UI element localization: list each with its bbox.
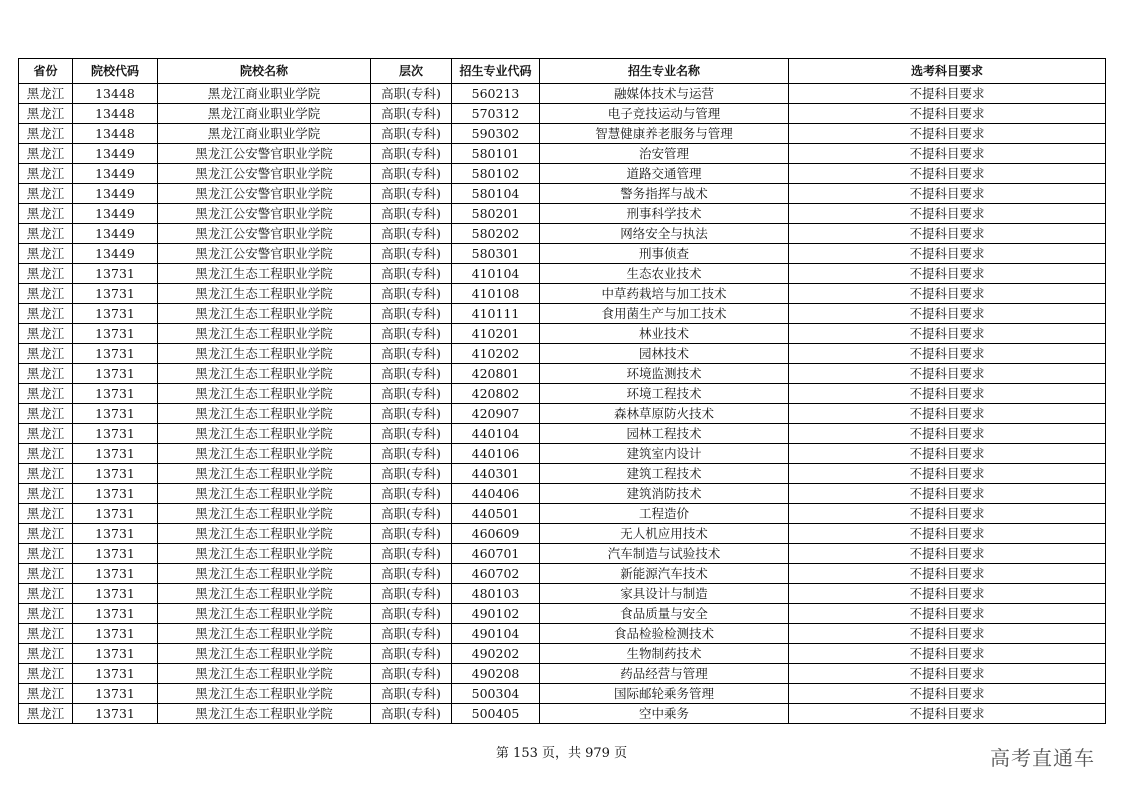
- table-row: [19, 604, 1106, 624]
- watermark-logo: 高考直通车: [990, 746, 1095, 770]
- cell-major-code: 490208: [452, 664, 540, 684]
- table-row: [19, 464, 1106, 484]
- cell-subject-requirement: 不提科目要求: [789, 384, 1106, 404]
- cell-province: 黑龙江: [19, 684, 73, 704]
- cell-major-code: 490104: [452, 624, 540, 644]
- cell-major-code: 580101: [452, 144, 540, 164]
- cell-major-code: 580104: [452, 184, 540, 204]
- cell-major-name: 刑事侦查: [540, 244, 789, 264]
- table-row: [19, 104, 1106, 124]
- cell-school-name: 黑龙江商业职业学院: [158, 124, 371, 144]
- table-row: [19, 684, 1106, 704]
- cell-school-code: 13731: [73, 544, 158, 564]
- cell-major-code: 440104: [452, 424, 540, 444]
- cell-major-name: 家具设计与制造: [540, 584, 789, 604]
- table-row: [19, 164, 1106, 184]
- cell-province: 黑龙江: [19, 584, 73, 604]
- cell-school-name: 黑龙江生态工程职业学院: [158, 444, 371, 464]
- table-row: [19, 144, 1106, 164]
- table-row: [19, 244, 1106, 264]
- cell-major-code: 460701: [452, 544, 540, 564]
- cell-major-code: 490202: [452, 644, 540, 664]
- cell-level: 高职(专科): [371, 184, 452, 204]
- cell-major-name: 食品质量与安全: [540, 604, 789, 624]
- table-body: [19, 84, 1106, 724]
- cell-school-code: 13731: [73, 444, 158, 464]
- table-row: [19, 84, 1106, 104]
- cell-major-name: 电子竞技运动与管理: [540, 104, 789, 124]
- cell-major-code: 590302: [452, 124, 540, 144]
- cell-level: 高职(专科): [371, 84, 452, 104]
- cell-province: 黑龙江: [19, 364, 73, 384]
- cell-school-code: 13731: [73, 384, 158, 404]
- cell-major-name: 生态农业技术: [540, 264, 789, 284]
- column-header-level: 层次: [371, 59, 452, 84]
- cell-subject-requirement: 不提科目要求: [789, 84, 1106, 104]
- cell-subject-requirement: 不提科目要求: [789, 304, 1106, 324]
- cell-subject-requirement: 不提科目要求: [789, 424, 1106, 444]
- cell-major-code: 580202: [452, 224, 540, 244]
- cell-school-code: 13448: [73, 124, 158, 144]
- cell-subject-requirement: 不提科目要求: [789, 464, 1106, 484]
- cell-level: 高职(专科): [371, 204, 452, 224]
- cell-school-name: 黑龙江生态工程职业学院: [158, 264, 371, 284]
- cell-level: 高职(专科): [371, 464, 452, 484]
- cell-subject-requirement: 不提科目要求: [789, 364, 1106, 384]
- cell-major-code: 570312: [452, 104, 540, 124]
- cell-school-code: 13731: [73, 604, 158, 624]
- cell-province: 黑龙江: [19, 144, 73, 164]
- cell-province: 黑龙江: [19, 384, 73, 404]
- table-row: [19, 404, 1106, 424]
- table-row: [19, 224, 1106, 244]
- cell-major-code: 440301: [452, 464, 540, 484]
- cell-school-code: 13731: [73, 284, 158, 304]
- cell-level: 高职(专科): [371, 444, 452, 464]
- table-row: [19, 484, 1106, 504]
- cell-subject-requirement: 不提科目要求: [789, 124, 1106, 144]
- cell-school-code: 13449: [73, 244, 158, 264]
- cell-school-name: 黑龙江生态工程职业学院: [158, 644, 371, 664]
- cell-major-code: 410201: [452, 324, 540, 344]
- cell-school-name: 黑龙江生态工程职业学院: [158, 564, 371, 584]
- cell-major-name: 中草药栽培与加工技术: [540, 284, 789, 304]
- cell-level: 高职(专科): [371, 424, 452, 444]
- table-row: [19, 524, 1106, 544]
- cell-major-code: 440406: [452, 484, 540, 504]
- cell-subject-requirement: 不提科目要求: [789, 584, 1106, 604]
- cell-level: 高职(专科): [371, 484, 452, 504]
- cell-major-name: 园林工程技术: [540, 424, 789, 444]
- cell-province: 黑龙江: [19, 484, 73, 504]
- cell-major-code: 410108: [452, 284, 540, 304]
- cell-school-code: 13448: [73, 104, 158, 124]
- cell-subject-requirement: 不提科目要求: [789, 444, 1106, 464]
- cell-major-name: 食用菌生产与加工技术: [540, 304, 789, 324]
- cell-major-code: 480103: [452, 584, 540, 604]
- table-row: [19, 204, 1106, 224]
- cell-school-code: 13731: [73, 664, 158, 684]
- cell-major-name: 建筑工程技术: [540, 464, 789, 484]
- cell-school-code: 13731: [73, 624, 158, 644]
- cell-level: 高职(专科): [371, 644, 452, 664]
- cell-school-code: 13449: [73, 204, 158, 224]
- cell-school-code: 13448: [73, 84, 158, 104]
- cell-level: 高职(专科): [371, 384, 452, 404]
- cell-school-name: 黑龙江生态工程职业学院: [158, 604, 371, 624]
- cell-province: 黑龙江: [19, 104, 73, 124]
- cell-school-code: 13731: [73, 484, 158, 504]
- cell-province: 黑龙江: [19, 444, 73, 464]
- cell-subject-requirement: 不提科目要求: [789, 344, 1106, 364]
- cell-school-name: 黑龙江生态工程职业学院: [158, 684, 371, 704]
- cell-level: 高职(专科): [371, 504, 452, 524]
- cell-school-name: 黑龙江公安警官职业学院: [158, 224, 371, 244]
- cell-level: 高职(专科): [371, 664, 452, 684]
- cell-province: 黑龙江: [19, 244, 73, 264]
- column-header-school-code: 院校代码: [73, 59, 158, 84]
- table-row: [19, 504, 1106, 524]
- cell-subject-requirement: 不提科目要求: [789, 184, 1106, 204]
- column-header-province: 省份: [19, 59, 73, 84]
- cell-school-code: 13731: [73, 644, 158, 664]
- cell-school-code: 13731: [73, 404, 158, 424]
- cell-subject-requirement: 不提科目要求: [789, 504, 1106, 524]
- cell-province: 黑龙江: [19, 704, 73, 724]
- cell-school-name: 黑龙江生态工程职业学院: [158, 324, 371, 344]
- cell-level: 高职(专科): [371, 584, 452, 604]
- cell-subject-requirement: 不提科目要求: [789, 164, 1106, 184]
- cell-major-name: 新能源汽车技术: [540, 564, 789, 584]
- cell-school-name: 黑龙江生态工程职业学院: [158, 524, 371, 544]
- cell-province: 黑龙江: [19, 604, 73, 624]
- cell-major-name: 环境监测技术: [540, 364, 789, 384]
- table-row: [19, 324, 1106, 344]
- cell-school-code: 13731: [73, 684, 158, 704]
- table-row: [19, 664, 1106, 684]
- cell-province: 黑龙江: [19, 624, 73, 644]
- cell-level: 高职(专科): [371, 264, 452, 284]
- cell-subject-requirement: 不提科目要求: [789, 524, 1106, 544]
- page-number: 第 153 页，共 979 页: [495, 746, 628, 761]
- cell-province: 黑龙江: [19, 344, 73, 364]
- cell-major-code: 580201: [452, 204, 540, 224]
- cell-school-name: 黑龙江生态工程职业学院: [158, 464, 371, 484]
- cell-province: 黑龙江: [19, 664, 73, 684]
- cell-level: 高职(专科): [371, 404, 452, 424]
- column-header-subject-requirement: 选考科目要求: [789, 59, 1106, 84]
- cell-school-name: 黑龙江生态工程职业学院: [158, 504, 371, 524]
- cell-school-name: 黑龙江公安警官职业学院: [158, 144, 371, 164]
- cell-province: 黑龙江: [19, 84, 73, 104]
- cell-level: 高职(专科): [371, 624, 452, 644]
- cell-major-code: 410111: [452, 304, 540, 324]
- cell-school-name: 黑龙江生态工程职业学院: [158, 344, 371, 364]
- table-row: [19, 544, 1106, 564]
- cell-major-code: 420907: [452, 404, 540, 424]
- cell-school-code: 13731: [73, 364, 158, 384]
- cell-province: 黑龙江: [19, 524, 73, 544]
- cell-subject-requirement: 不提科目要求: [789, 244, 1106, 264]
- cell-province: 黑龙江: [19, 224, 73, 244]
- cell-major-name: 警务指挥与战术: [540, 184, 789, 204]
- cell-major-name: 治安管理: [540, 144, 789, 164]
- cell-province: 黑龙江: [19, 124, 73, 144]
- cell-subject-requirement: 不提科目要求: [789, 324, 1106, 344]
- cell-major-name: 环境工程技术: [540, 384, 789, 404]
- table-row: [19, 584, 1106, 604]
- cell-school-name: 黑龙江生态工程职业学院: [158, 624, 371, 644]
- cell-subject-requirement: 不提科目要求: [789, 264, 1106, 284]
- cell-major-name: 融媒体技术与运营: [540, 84, 789, 104]
- cell-school-name: 黑龙江生态工程职业学院: [158, 404, 371, 424]
- cell-subject-requirement: 不提科目要求: [789, 604, 1106, 624]
- cell-school-code: 13449: [73, 164, 158, 184]
- cell-province: 黑龙江: [19, 464, 73, 484]
- table-row: [19, 704, 1106, 724]
- cell-school-name: 黑龙江生态工程职业学院: [158, 304, 371, 324]
- cell-school-code: 13731: [73, 344, 158, 364]
- cell-level: 高职(专科): [371, 224, 452, 244]
- cell-school-name: 黑龙江生态工程职业学院: [158, 584, 371, 604]
- cell-school-name: 黑龙江公安警官职业学院: [158, 204, 371, 224]
- cell-major-code: 420802: [452, 384, 540, 404]
- cell-school-code: 13731: [73, 504, 158, 524]
- cell-school-name: 黑龙江生态工程职业学院: [158, 284, 371, 304]
- cell-school-code: 13731: [73, 324, 158, 344]
- cell-school-name: 黑龙江生态工程职业学院: [158, 484, 371, 504]
- cell-level: 高职(专科): [371, 684, 452, 704]
- cell-subject-requirement: 不提科目要求: [789, 404, 1106, 424]
- cell-subject-requirement: 不提科目要求: [789, 564, 1106, 584]
- cell-subject-requirement: 不提科目要求: [789, 484, 1106, 504]
- cell-province: 黑龙江: [19, 504, 73, 524]
- cell-school-code: 13449: [73, 144, 158, 164]
- cell-level: 高职(专科): [371, 164, 452, 184]
- cell-province: 黑龙江: [19, 424, 73, 444]
- cell-major-name: 药品经营与管理: [540, 664, 789, 684]
- column-header-school-name: 院校名称: [158, 59, 371, 84]
- cell-school-code: 13731: [73, 264, 158, 284]
- cell-subject-requirement: 不提科目要求: [789, 644, 1106, 664]
- admissions-table: [18, 58, 1106, 724]
- cell-level: 高职(专科): [371, 704, 452, 724]
- cell-major-name: 无人机应用技术: [540, 524, 789, 544]
- cell-level: 高职(专科): [371, 284, 452, 304]
- cell-school-code: 13731: [73, 564, 158, 584]
- cell-major-name: 汽车制造与试验技术: [540, 544, 789, 564]
- cell-subject-requirement: 不提科目要求: [789, 704, 1106, 724]
- cell-school-name: 黑龙江公安警官职业学院: [158, 184, 371, 204]
- cell-major-code: 500304: [452, 684, 540, 704]
- cell-province: 黑龙江: [19, 544, 73, 564]
- cell-school-code: 13731: [73, 464, 158, 484]
- cell-school-name: 黑龙江公安警官职业学院: [158, 164, 371, 184]
- cell-level: 高职(专科): [371, 124, 452, 144]
- cell-school-code: 13731: [73, 704, 158, 724]
- cell-level: 高职(专科): [371, 144, 452, 164]
- cell-province: 黑龙江: [19, 324, 73, 344]
- cell-school-code: 13449: [73, 224, 158, 244]
- cell-major-name: 食品检验检测技术: [540, 624, 789, 644]
- table-row: [19, 444, 1106, 464]
- cell-subject-requirement: 不提科目要求: [789, 204, 1106, 224]
- cell-school-name: 黑龙江生态工程职业学院: [158, 704, 371, 724]
- cell-school-name: 黑龙江公安警官职业学院: [158, 244, 371, 264]
- cell-major-name: 工程造价: [540, 504, 789, 524]
- cell-province: 黑龙江: [19, 404, 73, 424]
- column-header-major-code: 招生专业代码: [452, 59, 540, 84]
- table-row: [19, 264, 1106, 284]
- cell-subject-requirement: 不提科目要求: [789, 284, 1106, 304]
- cell-major-name: 国际邮轮乘务管理: [540, 684, 789, 704]
- cell-level: 高职(专科): [371, 304, 452, 324]
- table-row: [19, 564, 1106, 584]
- cell-major-code: 460702: [452, 564, 540, 584]
- table-header-row: [19, 59, 1106, 84]
- cell-major-code: 490102: [452, 604, 540, 624]
- cell-major-code: 420801: [452, 364, 540, 384]
- cell-province: 黑龙江: [19, 264, 73, 284]
- cell-level: 高职(专科): [371, 524, 452, 544]
- cell-major-name: 空中乘务: [540, 704, 789, 724]
- cell-subject-requirement: 不提科目要求: [789, 664, 1106, 684]
- table-row: [19, 284, 1106, 304]
- cell-major-code: 440106: [452, 444, 540, 464]
- cell-level: 高职(专科): [371, 564, 452, 584]
- cell-level: 高职(专科): [371, 344, 452, 364]
- cell-school-name: 黑龙江商业职业学院: [158, 84, 371, 104]
- cell-major-name: 网络安全与执法: [540, 224, 789, 244]
- cell-school-name: 黑龙江商业职业学院: [158, 104, 371, 124]
- cell-level: 高职(专科): [371, 604, 452, 624]
- cell-major-name: 园林技术: [540, 344, 789, 364]
- table-row: [19, 644, 1106, 664]
- cell-major-code: 560213: [452, 84, 540, 104]
- cell-province: 黑龙江: [19, 284, 73, 304]
- cell-major-name: 建筑消防技术: [540, 484, 789, 504]
- cell-subject-requirement: 不提科目要求: [789, 144, 1106, 164]
- table-row: [19, 124, 1106, 144]
- cell-school-code: 13731: [73, 524, 158, 544]
- cell-province: 黑龙江: [19, 204, 73, 224]
- cell-major-code: 440501: [452, 504, 540, 524]
- cell-school-name: 黑龙江生态工程职业学院: [158, 664, 371, 684]
- cell-major-name: 林业技术: [540, 324, 789, 344]
- cell-major-code: 410104: [452, 264, 540, 284]
- table-row: [19, 344, 1106, 364]
- cell-subject-requirement: 不提科目要求: [789, 544, 1106, 564]
- cell-subject-requirement: 不提科目要求: [789, 224, 1106, 244]
- cell-major-code: 500405: [452, 704, 540, 724]
- table-row: [19, 424, 1106, 444]
- cell-school-name: 黑龙江生态工程职业学院: [158, 424, 371, 444]
- cell-major-name: 生物制药技术: [540, 644, 789, 664]
- cell-major-name: 智慧健康养老服务与管理: [540, 124, 789, 144]
- cell-level: 高职(专科): [371, 544, 452, 564]
- cell-level: 高职(专科): [371, 324, 452, 344]
- table-row: [19, 304, 1106, 324]
- cell-level: 高职(专科): [371, 364, 452, 384]
- cell-school-name: 黑龙江生态工程职业学院: [158, 364, 371, 384]
- cell-subject-requirement: 不提科目要求: [789, 104, 1106, 124]
- cell-province: 黑龙江: [19, 304, 73, 324]
- cell-school-name: 黑龙江生态工程职业学院: [158, 384, 371, 404]
- table-row: [19, 624, 1106, 644]
- cell-major-code: 580301: [452, 244, 540, 264]
- cell-province: 黑龙江: [19, 164, 73, 184]
- cell-level: 高职(专科): [371, 104, 452, 124]
- cell-province: 黑龙江: [19, 184, 73, 204]
- cell-school-name: 黑龙江生态工程职业学院: [158, 544, 371, 564]
- table-row: [19, 184, 1106, 204]
- cell-major-code: 580102: [452, 164, 540, 184]
- cell-major-code: 460609: [452, 524, 540, 544]
- cell-school-code: 13449: [73, 184, 158, 204]
- column-header-major-name: 招生专业名称: [540, 59, 789, 84]
- table-row: [19, 364, 1106, 384]
- cell-major-code: 410202: [452, 344, 540, 364]
- cell-subject-requirement: 不提科目要求: [789, 624, 1106, 644]
- cell-major-name: 道路交通管理: [540, 164, 789, 184]
- cell-subject-requirement: 不提科目要求: [789, 684, 1106, 704]
- cell-province: 黑龙江: [19, 644, 73, 664]
- cell-level: 高职(专科): [371, 244, 452, 264]
- cell-school-code: 13731: [73, 584, 158, 604]
- cell-school-code: 13731: [73, 424, 158, 444]
- cell-province: 黑龙江: [19, 564, 73, 584]
- table-row: [19, 384, 1106, 404]
- cell-major-name: 刑事科学技术: [540, 204, 789, 224]
- cell-school-code: 13731: [73, 304, 158, 324]
- cell-major-name: 森林草原防火技术: [540, 404, 789, 424]
- cell-major-name: 建筑室内设计: [540, 444, 789, 464]
